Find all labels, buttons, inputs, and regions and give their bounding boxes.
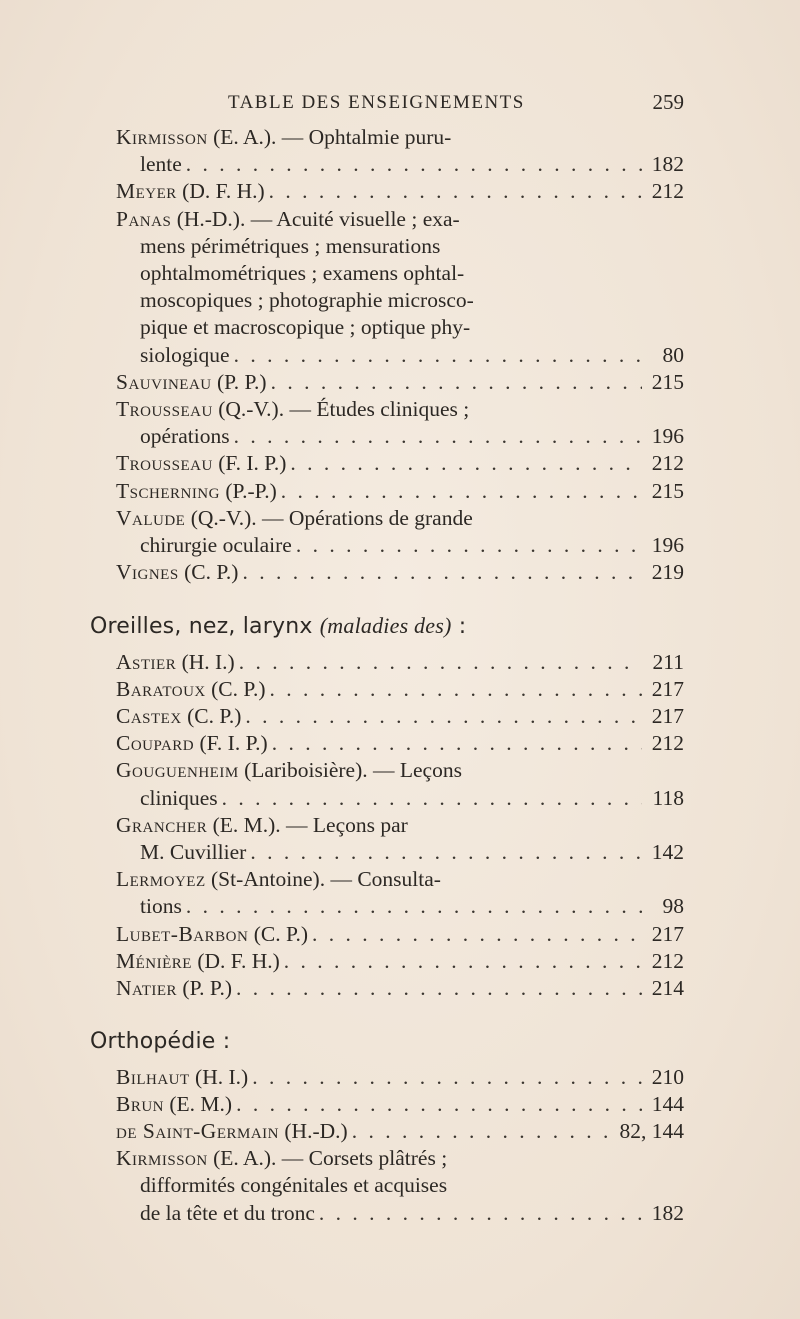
index-entry-tscherning: [116, 478, 684, 505]
leader-dots: [292, 532, 642, 559]
author-name: de Saint-Germain: [116, 1118, 280, 1143]
entry-text: (Q.-V.). — Opérations de grande: [190, 505, 473, 530]
entry-text: moscopiques ; photographie microsco-: [140, 288, 474, 313]
author-name: Trousseau: [116, 451, 213, 476]
page-reference: 182: [651, 1200, 684, 1225]
section-title: Orthopédie :: [90, 1029, 231, 1055]
page-reference: 210: [651, 1064, 684, 1089]
entry-text: (F. I. P.): [218, 451, 287, 476]
index-entry-kirmisson-ortho: [116, 1145, 684, 1172]
index-entry-trousseau-f: [116, 450, 684, 477]
entry-text: (C. P.): [253, 921, 309, 946]
entry-text: (H.-D.). — Acuité visuelle ; exa-: [176, 206, 460, 231]
leader-dots: [182, 151, 642, 178]
leader-dots: [348, 1118, 614, 1145]
index-entry-grancher: [116, 812, 684, 839]
section-heading-orthopedie: [90, 1028, 684, 1055]
page-reference: 182: [651, 152, 684, 177]
leader-dots: [182, 893, 642, 920]
entry-text: (H.-D.): [284, 1118, 348, 1143]
leader-dots: [286, 450, 642, 477]
page-reference: 144: [651, 1091, 684, 1116]
page-reference: 82, 144: [619, 1118, 684, 1143]
entry-text: (H. I.): [195, 1064, 249, 1089]
author-name: Kirmisson: [116, 125, 208, 149]
author-name: Coupard: [116, 731, 195, 756]
section-title: Oreilles, nez, larynx: [90, 614, 313, 640]
entry-text: (H. I.): [181, 649, 235, 674]
page-reference: 217: [651, 921, 684, 946]
index-entry-meniere: [116, 948, 684, 975]
index-entry-vignes: [116, 559, 684, 586]
entry-text: M. Cuvillier: [140, 840, 247, 865]
entry-text: tions: [140, 894, 182, 919]
page-reference: 217: [651, 676, 684, 701]
leader-dots: [232, 1091, 642, 1118]
page-reference: 212: [651, 179, 684, 204]
entry-text: (C. P.): [211, 676, 266, 701]
author-name: Natier: [116, 976, 178, 1001]
author-name: Vignes: [116, 560, 179, 585]
page-reference: 217: [651, 704, 684, 729]
index-entry-continuation: [116, 893, 684, 920]
entry-text: opérations: [140, 424, 230, 449]
index-entry-brun: [116, 1091, 684, 1118]
entry-text: (P.-P.): [225, 478, 277, 503]
author-name: Sauvineau: [116, 369, 212, 394]
leader-dots: [308, 921, 642, 948]
index-entry-continuation: [116, 1172, 684, 1199]
index-entry-baratoux: [116, 676, 684, 703]
entry-text: cliniques: [140, 785, 218, 810]
entry-text: (D. F. H.): [182, 179, 265, 204]
index-entry-trousseau: [116, 396, 684, 423]
leader-dots: [315, 1200, 642, 1227]
author-name: Gouguenheim: [116, 758, 239, 783]
entry-text: siologique: [140, 342, 230, 367]
leader-dots: [232, 975, 642, 1002]
index-body: [90, 124, 684, 1227]
index-entry-continuation: [116, 1200, 684, 1227]
page-reference: 80: [662, 342, 684, 367]
leader-dots: [230, 423, 642, 450]
entry-text: (St-Antoine). — Consulta-: [211, 867, 441, 892]
page-reference: 118: [652, 785, 684, 810]
entry-text: (P. P.): [217, 369, 267, 394]
entry-text: (E. M.): [169, 1091, 233, 1116]
index-entry-sauvineau: [116, 369, 684, 396]
author-name: Trousseau: [116, 397, 213, 422]
section-heading-oreilles: [90, 612, 684, 640]
index-entry-saint-germain: [116, 1118, 684, 1145]
index-entry-continuation: [116, 423, 684, 450]
leader-dots: [265, 178, 642, 205]
page-reference: 212: [651, 731, 684, 756]
entry-text: (F. I. P.): [199, 731, 268, 756]
index-entry-lubet-barbon: [116, 921, 684, 948]
page-reference: 196: [651, 424, 684, 449]
author-name: Lubet-Barbon: [116, 921, 249, 946]
author-name: Tscherning: [116, 478, 220, 503]
entry-text: chirurgie oculaire: [140, 533, 292, 558]
index-entry-continuation: [116, 287, 684, 314]
author-name: Baratoux: [116, 676, 206, 701]
index-entry-kirmisson: [116, 124, 684, 151]
author-name: Brun: [116, 1091, 165, 1116]
page-reference: 215: [651, 478, 684, 503]
leader-dots: [246, 839, 642, 866]
page-reference: 219: [651, 560, 684, 585]
index-entry-continuation: [116, 342, 684, 369]
index-entry-astier: [116, 649, 684, 676]
section-title-italic: (maladies des): [319, 613, 452, 639]
index-entry-continuation: [116, 314, 684, 341]
entry-text: mens périmétriques ; mensurations: [140, 233, 441, 258]
running-head-title: TABLE DES ENSEIGNEMENTS: [228, 92, 525, 113]
entry-text: pique et macroscopique ; optique phy-: [140, 315, 471, 340]
leader-dots: [280, 948, 642, 975]
index-entry-castex: [116, 703, 684, 730]
author-name: Castex: [116, 704, 182, 729]
index-entry-lermoyez: [116, 866, 684, 893]
index-entry-bilhaut: [116, 1064, 684, 1091]
page-reference: 212: [651, 451, 684, 476]
index-entry-continuation: [116, 151, 684, 178]
leader-dots: [235, 649, 642, 676]
entry-text: (Lariboisière). — Leçons: [244, 758, 462, 783]
author-name: Bilhaut: [116, 1064, 190, 1089]
section-title-colon: :: [451, 614, 467, 640]
author-name: Astier: [116, 649, 177, 674]
page-reference: 98: [662, 894, 684, 919]
leader-dots: [230, 342, 642, 369]
author-name: Grancher: [116, 812, 208, 837]
author-name: Valude: [116, 505, 186, 530]
page-number: 259: [652, 90, 684, 114]
page-reference: 215: [651, 369, 684, 394]
leader-dots: [248, 1064, 642, 1091]
index-entry-continuation: [116, 260, 684, 287]
entry-text: (E. M.). — Leçons par: [212, 812, 408, 837]
leader-dots: [277, 478, 642, 505]
author-name: Lermoyez: [116, 867, 206, 892]
index-entry-panas: [116, 206, 684, 233]
entry-text: (E. A.). — Corsets plâtrés ;: [213, 1146, 448, 1171]
page-reference: 142: [651, 840, 684, 865]
page-reference: 196: [651, 533, 684, 558]
entry-text: (P. P.): [182, 976, 232, 1001]
index-entry-continuation: [116, 839, 684, 866]
entry-text: (E. A.). — Ophtalmie puru-: [213, 125, 452, 149]
entry-text: (Q.-V.). — Études cliniques ;: [218, 397, 470, 422]
page-reference: 211: [652, 649, 684, 674]
leader-dots: [241, 703, 642, 730]
entry-text: (C. P.): [184, 560, 239, 585]
index-entry-continuation: [116, 233, 684, 260]
index-entry-meyer: [116, 178, 684, 205]
index-entry-valude: [116, 505, 684, 532]
entry-text: ophtalmométriques ; examens ophtal-: [140, 261, 465, 286]
page-reference: 212: [651, 948, 684, 973]
leader-dots: [268, 730, 642, 757]
page-reference: 214: [651, 976, 684, 1001]
index-entry-coupard: [116, 730, 684, 757]
entry-text: lente: [140, 152, 182, 177]
leader-dots: [265, 676, 642, 703]
leader-dots: [267, 369, 642, 396]
author-name: Meyer: [116, 179, 177, 204]
entry-text: (D. F. H.): [197, 948, 280, 973]
entry-text: de la tête et du tronc: [140, 1200, 315, 1225]
index-entry-natier: [116, 975, 684, 1002]
author-name: Kirmisson: [116, 1146, 208, 1171]
author-name: Panas: [116, 206, 172, 231]
author-name: Ménière: [116, 948, 192, 973]
leader-dots: [238, 559, 642, 586]
entry-text: difformités congénitales et acquises: [140, 1173, 448, 1198]
index-entry-continuation: [116, 532, 684, 559]
leader-dots: [218, 785, 642, 812]
index-entry-gouguenheim: [116, 757, 684, 784]
entry-text: (C. P.): [187, 704, 242, 729]
index-entry-continuation: [116, 785, 684, 812]
